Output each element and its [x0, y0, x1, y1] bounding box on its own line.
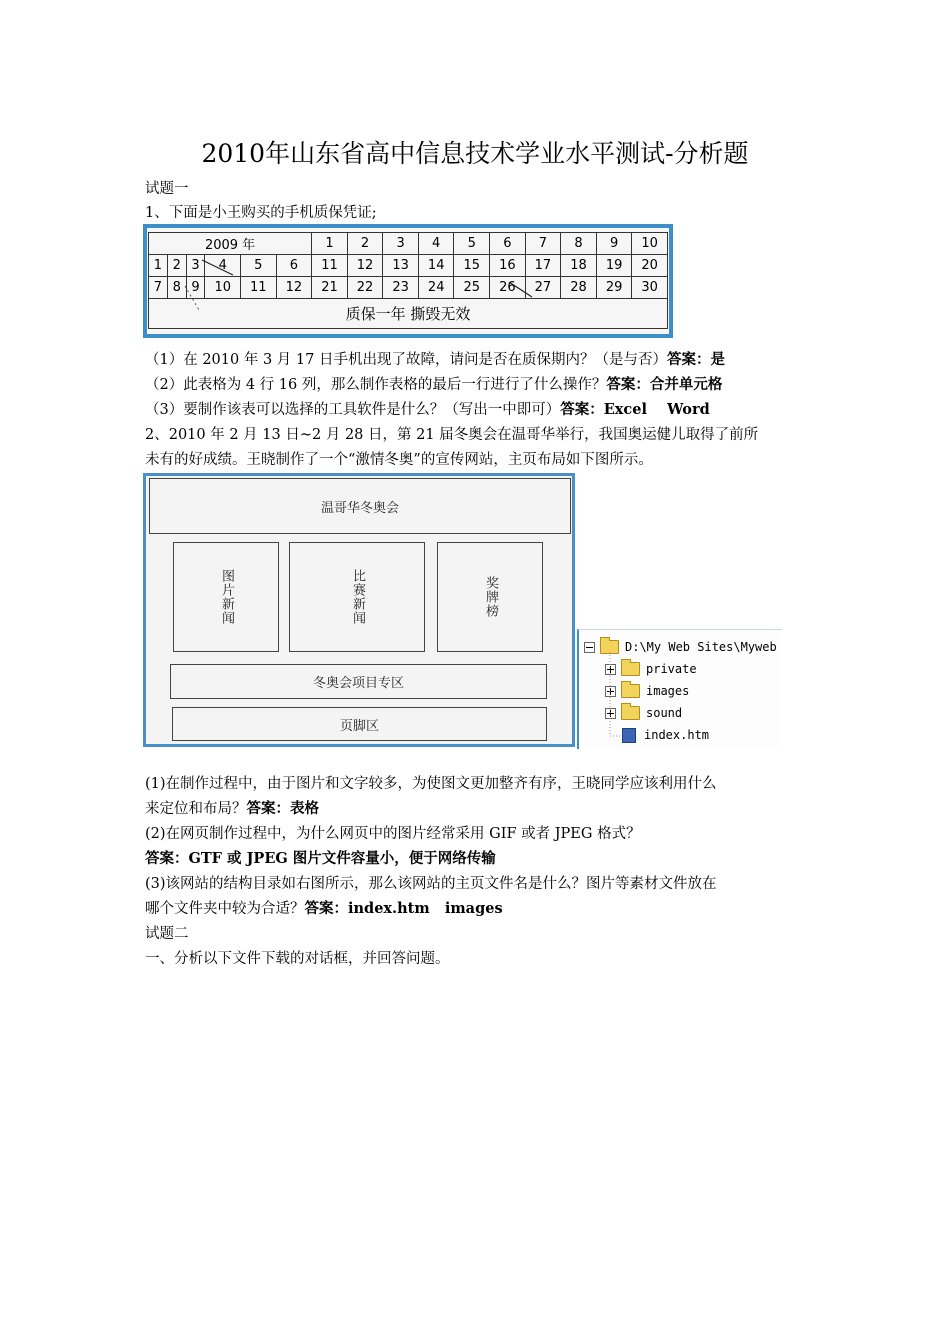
html-file-icon: [622, 728, 636, 743]
tree-item[interactable]: [605, 681, 689, 701]
day-cell: 4: [205, 255, 241, 277]
day-cell: 22: [347, 277, 383, 299]
year-cell: 2009 年: [149, 233, 312, 255]
day-cell: 2: [347, 233, 383, 255]
day-cell: 6: [276, 255, 312, 277]
expand-icon[interactable]: [605, 664, 616, 675]
question-text: 哪个文件夹中较为合适？: [145, 901, 305, 917]
day-cell: 12: [347, 255, 383, 277]
tree-item-label: index.htm: [644, 728, 710, 742]
layout-header: 温哥华冬奥会: [149, 478, 571, 534]
day-cell: 20: [632, 255, 668, 277]
question-1-intro: 1、下面是小王购买的手机质保凭证;: [145, 205, 377, 221]
day-cell: 5: [454, 233, 490, 255]
folder-icon: [621, 684, 640, 698]
punch-slash: [509, 282, 532, 297]
question-1-1: [145, 350, 725, 370]
collapse-icon[interactable]: [584, 642, 595, 653]
layout-project-zone: 冬奥会项目专区: [170, 664, 547, 699]
day-cell: 10: [205, 277, 241, 299]
day-cell: 30: [632, 277, 668, 299]
tree-item[interactable]: [605, 659, 697, 679]
day-cell: 18: [561, 255, 597, 277]
tree-item-label: private: [646, 662, 697, 676]
tree-root-label: D:\My Web Sites\Myweb: [625, 640, 777, 654]
tree-root[interactable]: [584, 637, 777, 657]
question-2-2: (2)在网页制作过程中，为什么网页中的图片经常采用 GIF 或者 JPEG 格式？: [145, 826, 641, 842]
tree-item-label: sound: [646, 706, 683, 720]
day-cell: 10: [632, 233, 668, 255]
day-cell: 27: [525, 277, 561, 299]
question-text: （2）此表格为 4 行 16 列，那么制作表格的最后一行进行了什么操作？: [145, 377, 607, 393]
answer-text: 答案：index.htm images: [304, 900, 503, 917]
question-2-intro-cont: 未有的好成绩。王晓制作了一个“激情冬奥”的宣传网站，主页布局如下图所示。: [145, 452, 653, 468]
day-cell: 11: [312, 255, 348, 277]
day-cell: 8: [561, 233, 597, 255]
warranty-footer: 质保一年 撕毁无效: [149, 299, 668, 329]
day-cell: 25: [454, 277, 490, 299]
day-cell: 3: [186, 255, 205, 277]
day-cell: 9: [596, 233, 632, 255]
day-cell: 24: [418, 277, 454, 299]
day-cell: 1: [312, 233, 348, 255]
day-cell: 17: [525, 255, 561, 277]
question-2-3: (3)该网站的结构目录如右图所示，那么该网站的主页文件名是什么？图片等素材文件放在: [145, 876, 717, 892]
answer-2-2: 答案：GTF 或 JPEG 图片文件容量小，便于网络传输: [145, 850, 496, 867]
day-cell: 5: [241, 255, 277, 277]
day-cell: 11: [241, 277, 277, 299]
expand-icon[interactable]: [605, 686, 616, 697]
day-cell: 12: [276, 277, 312, 299]
day-cell: 1: [149, 255, 168, 277]
question-text: （3）要制作该表可以选择的工具软件是什么？（写出一中即可）: [145, 402, 561, 418]
answer-text: 答案：表格: [246, 800, 319, 817]
expand-icon[interactable]: [605, 708, 616, 719]
day-cell: 16: [490, 255, 526, 277]
day-cell: 7: [525, 233, 561, 255]
answer-text: 答案：Excel Word: [560, 401, 710, 418]
day-cell: 2: [167, 255, 186, 277]
answer-text: 答案：是: [666, 351, 725, 368]
day-cell: 8: [167, 277, 186, 299]
folder-icon: [621, 706, 640, 720]
question-1-3: [145, 400, 710, 420]
day-cell: 6: [490, 233, 526, 255]
layout-box-photo-news: [173, 542, 279, 652]
day-cell: 21: [312, 277, 348, 299]
folder-icon: [621, 662, 640, 676]
day-cell: 4: [418, 233, 454, 255]
day-cell: 14: [418, 255, 454, 277]
section-2-intro: 一、分析以下文件下载的对话框，并回答问题。: [145, 951, 450, 967]
question-2-intro: 2、2010 年 2 月 13 日~2 月 28 日，第 21 届冬奥会在温哥华举行，我国奥运健儿取得了前所: [145, 427, 759, 443]
layout-box-medals: [437, 542, 543, 652]
punch-marks: [147, 228, 669, 334]
box-label: 图片新闻: [219, 569, 234, 625]
question-2-3-cont: [145, 899, 503, 919]
warranty-card: [143, 224, 673, 338]
question-1-2: [145, 375, 722, 395]
tree-item-label: images: [646, 684, 690, 698]
punch-slash: [202, 260, 233, 275]
box-label: 奖牌榜: [483, 576, 498, 618]
tree-item[interactable]: [605, 703, 682, 723]
box-label: 比赛新闻: [350, 569, 365, 625]
question-2-1: (1)在制作过程中，由于图片和文字较多，为使图文更加整齐有序，王晓同学应该利用什么: [145, 776, 717, 792]
question-2-1-cont: [145, 799, 319, 819]
day-cell: 19: [596, 255, 632, 277]
section-heading-2: 试题二: [145, 926, 189, 942]
question-text: 来定位和布局？: [145, 801, 247, 817]
day-cell: 13: [383, 255, 419, 277]
layout-box-match-news: [289, 542, 425, 652]
site-folder-tree: [577, 629, 782, 749]
day-cell: 15: [454, 255, 490, 277]
layout-footer: 页脚区: [172, 707, 547, 741]
punch-slash: [185, 286, 199, 310]
day-cell: 23: [383, 277, 419, 299]
question-text: （1）在 2010 年 3 月 17 日手机出现了故障，请问是否在质保期内？（是与否）: [145, 352, 667, 368]
day-cell: 7: [149, 277, 168, 299]
day-cell: 9: [186, 277, 205, 299]
day-cell: 3: [383, 233, 419, 255]
section-heading-1: 试题一: [145, 181, 189, 197]
homepage-layout-diagram: [143, 473, 575, 747]
day-cell: 26: [490, 277, 526, 299]
folder-open-icon: [600, 640, 619, 654]
page-title: 2010年山东省高中信息技术学业水平测试-分析题: [201, 139, 749, 168]
day-cell: 29: [596, 277, 632, 299]
answer-text: 答案：合并单元格: [606, 376, 723, 393]
day-cell: 28: [561, 277, 597, 299]
tree-item[interactable]: [617, 725, 709, 745]
